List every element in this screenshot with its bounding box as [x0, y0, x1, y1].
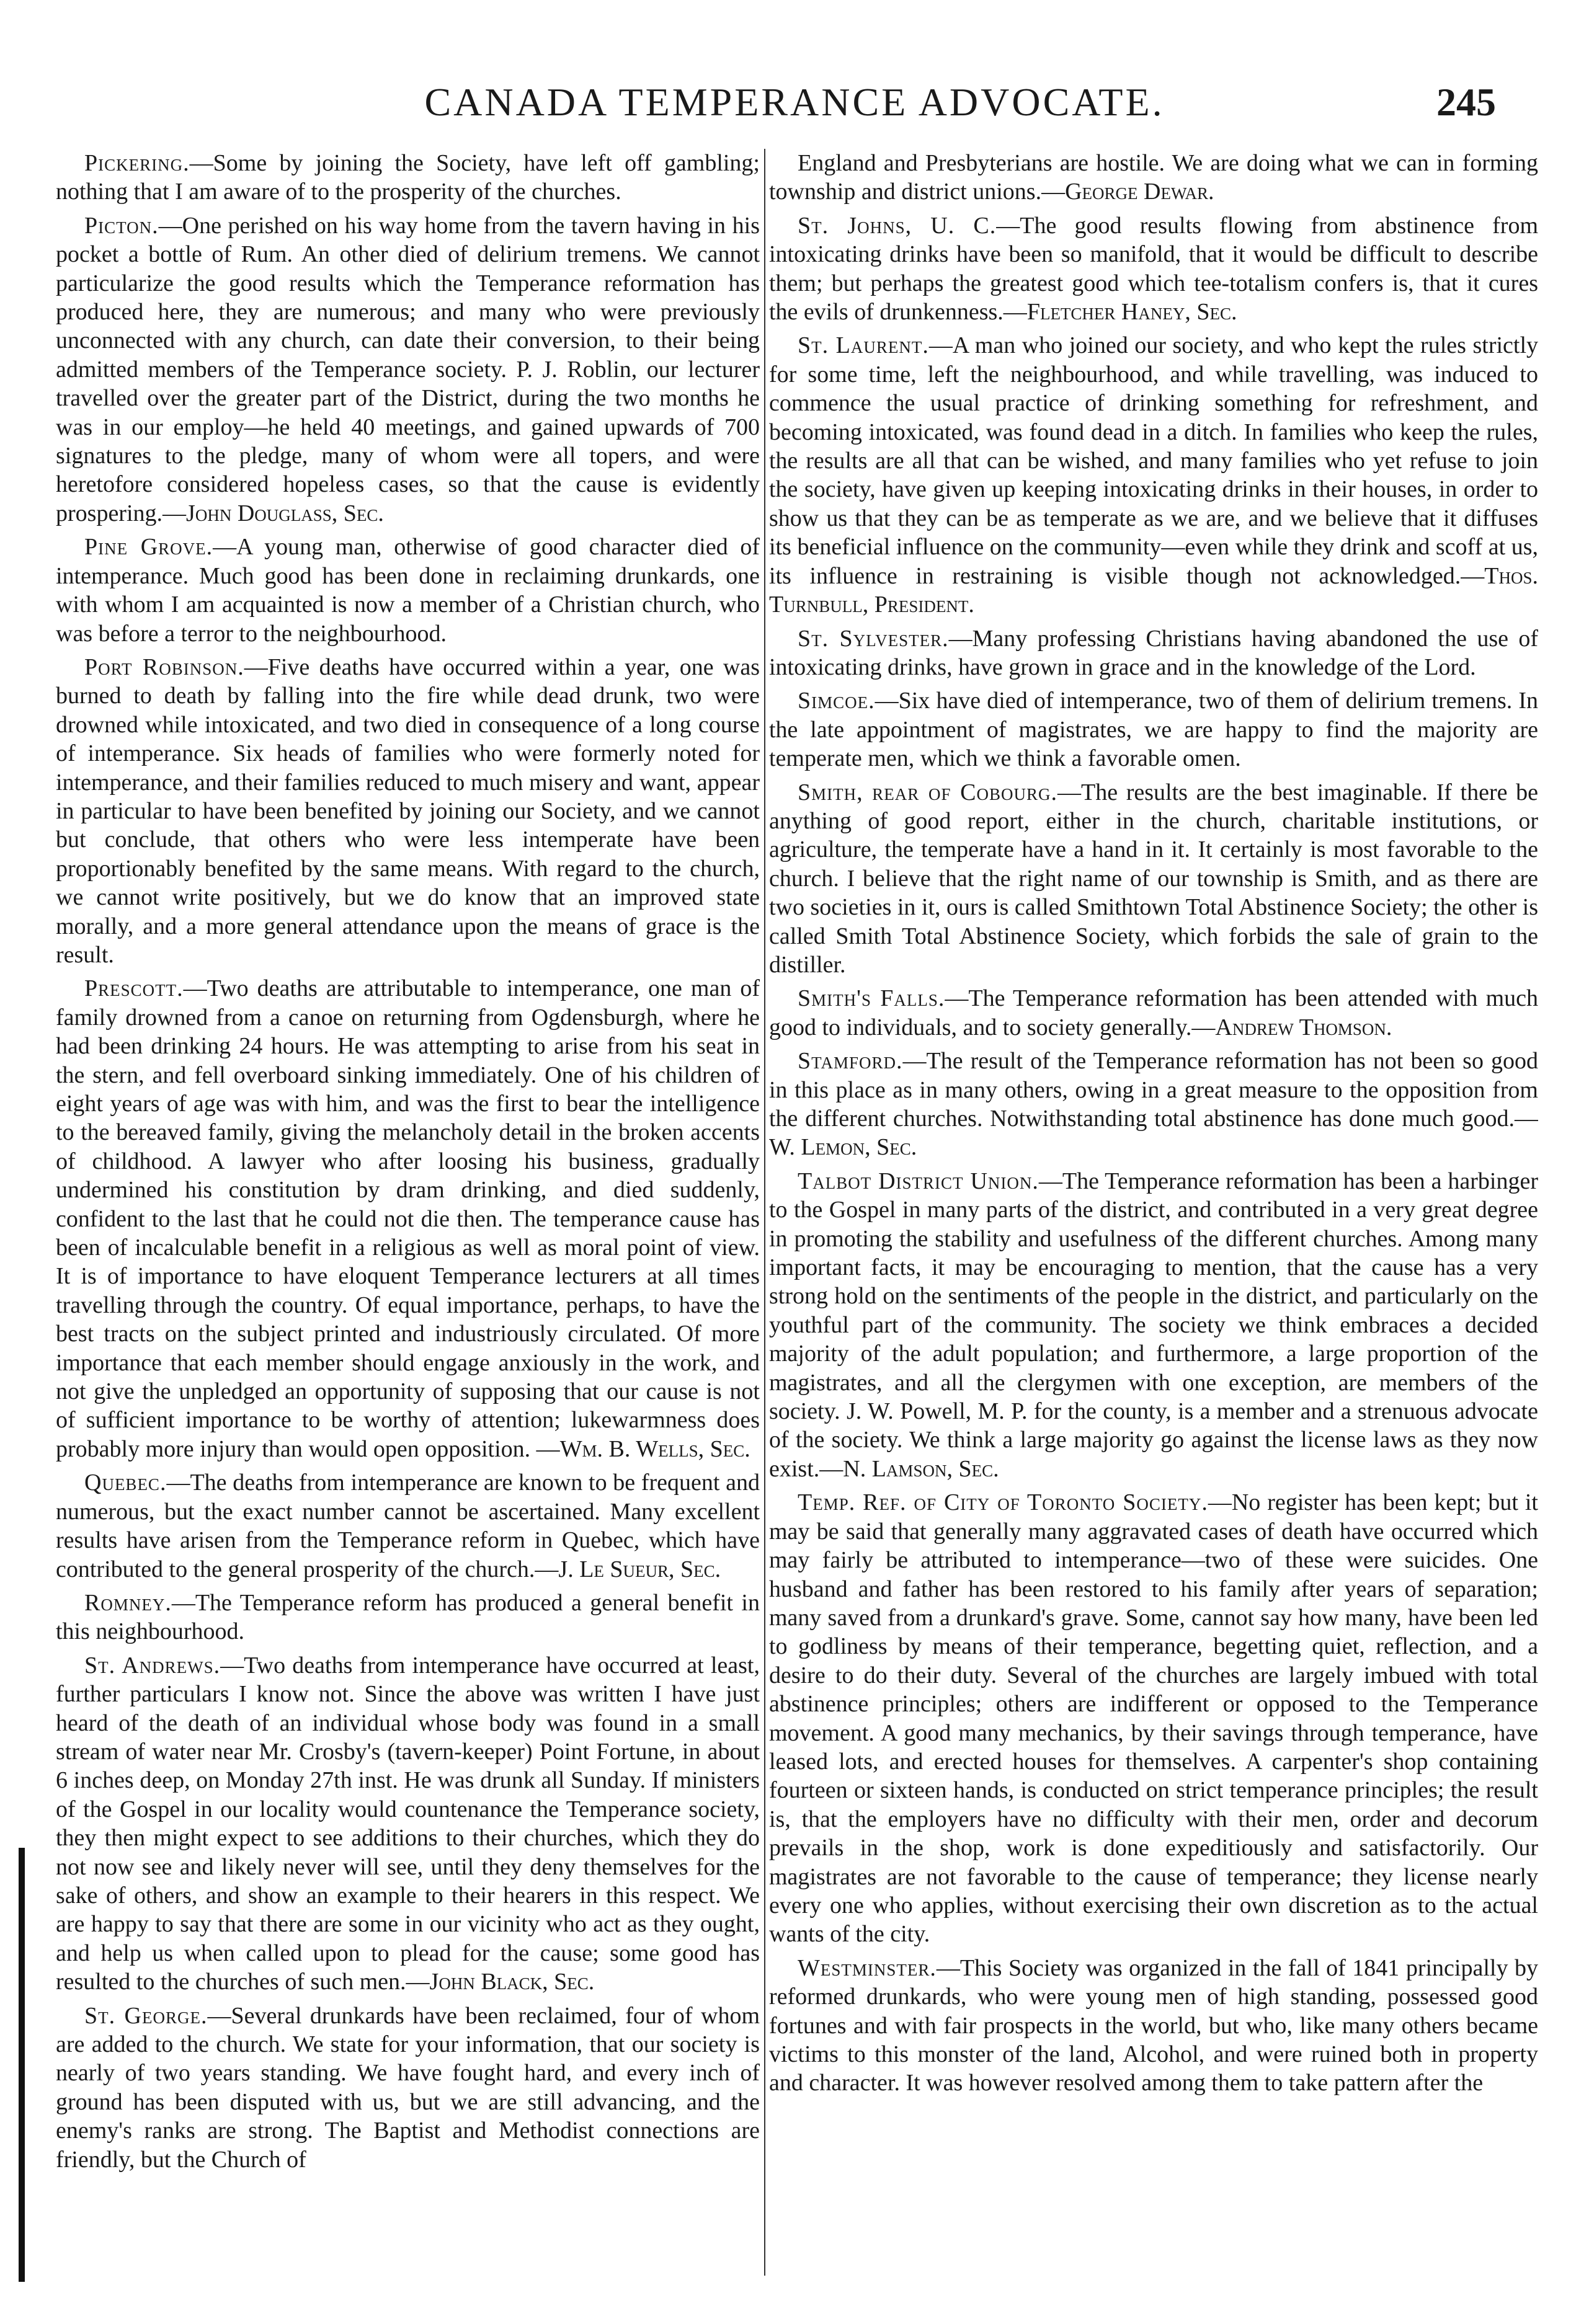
report-paragraph — [56, 211, 760, 528]
report-paragraph — [769, 624, 1538, 682]
place-name: Westminster. — [798, 1954, 937, 1981]
report-text: —The Temperance reformation has been a harbinger to the Gospel in many parts of the district, and contributed in a very great degree in promoting the stability and usefulness of the different churches. Among many important facts, it may be encouraging to mention, that the cause has a very strong hold on the sentiments of the people in the district, and particularly on the youthful part of the community. The society we think embraces a decided majority of the adult population; and furthermore, a large proportion of the magistrates, and all the clergymen with one exception, are members of the society. J. W. Powell, M. P. for the county, is a member and a strenuous advocate of the society. We think a large majority go against the license laws as they now exist.— — [769, 1168, 1538, 1482]
report-text: —Many professing Christians having abandoned the use of intoxicating drinks, have grown in grace and in the knowledge of the Lord. — [769, 625, 1538, 680]
place-name: Talbot District Union. — [798, 1168, 1039, 1194]
report-paragraph — [56, 1589, 760, 1646]
signature: Wm. B. Wells, Sec. — [559, 1435, 750, 1462]
page-number: 245 — [1436, 80, 1496, 124]
report-paragraph — [56, 1468, 760, 1584]
column-divider — [764, 149, 765, 2276]
report-text: —Two deaths from intemperance have occurred at least, further particulars I know not. Since the above was written I have just heard of the death of an individual whose body was found in a small stream of water near Mr. Crosby's (tavern-keeper) Point Fortune, in about 6 inches deep, on Monday 27th inst. He was drunk all Sunday. If ministers of the Gospel in our locality would countenance the Temperance society, they then might expect to see additions to their churches, which they do not now see and likely never will see, until they deny themselves for the sake of others, and show an example to their hearers in this respect. We are happy to say that there are some in our vicinity who act as they ought, and help us when called upon to plead for the cause; some good has resulted to the churches of such men.— — [56, 1652, 760, 1995]
place-name: Simcoe. — [798, 688, 875, 714]
report-paragraph — [769, 984, 1538, 1042]
signature: J. Le Sueur, Sec. — [558, 1556, 721, 1582]
report-text: —Several drunkards have been reclaimed, four of whom are added to the church. We state for your information, that our society is nearly of two years standing. We have fought hard, and every inch of ground has been disputed with us, but we are still advancing, and the enemy's ranks are strong. The Baptist and Methodist connections are friendly, but the Church of — [56, 2002, 760, 2173]
report-text: England and Presbyterians are hostile. We are doing what we can in forming township and district unions.— — [769, 150, 1538, 205]
place-name: St. Andrews. — [84, 1652, 221, 1679]
report-paragraph — [56, 2002, 760, 2174]
signature: N. Lamson, Sec. — [843, 1455, 999, 1482]
signature: John Black, Sec. — [429, 1969, 595, 1995]
binding-edge-mark — [19, 1848, 25, 2282]
report-text: —A young man, otherwise of good character died of intemperance. Much good has been done in reclaiming drunkards, one with whom I am acquainted is now a member of a Christian church, who was before a terror to the neighbourhood. — [56, 534, 760, 647]
report-text: —Two deaths are attributable to intemperance, one man of family drowned from a canoe on returning from Ogdensburgh, where he had been drinking 24 hours. He was attempting to arise from his seat in the stern, and fell overboard sinking immediately. One of his children of eight years of age was with him, and was the first to bear the intelligence to the bereaved family, giving the melancholy detail in the broken accents of childhood. A lawyer who after loosing his business, gradually undermined his constitution by dram drinking, and died suddenly, confident to the last that he could not die then. The temperance cause has been of incalculable benefit in a religious as well as moral point of view. It is of importance to have eloquent Temperance lecturers at all times travelling through the country. Of equal importance, perhaps, to have the best tracts on the subject printed and industriously circulated. Of more importance that each member should engage anxiously in the work, and not give the unpledged an opportunity of supposing that our cause is not of sufficient importance to be worthy of attention; lukewarmness does probably more injury than would open opposition. — — [56, 975, 760, 1462]
report-paragraph — [769, 211, 1538, 327]
signature: W. Lemon, Sec. — [769, 1134, 917, 1161]
place-name: Temp. Ref. of City of Toronto Society. — [798, 1489, 1208, 1516]
report-text: —The Temperance reformation has been attended with much good to individuals, and to society generally.— — [769, 985, 1538, 1040]
report-paragraph — [769, 1167, 1538, 1483]
report-text: —Five deaths have occurred within a year, one was burned to death by falling into the fire while dead drunk, two were drowned while intoxicated, and two died in consequence of a long course of intemperance. Six heads of families who were formerly noted for intemperance, and their families reduced to much misery and want, appear in particular to have been benefited by joining our Society, and we cannot but conclude, that others who were less intemperate have been proportionably benefited by the same means. With regard to the church, we cannot write positively, but we do know that an improved state morally, and a more general attendance upon the means of grace is the result. — [56, 654, 760, 968]
report-paragraph — [56, 974, 760, 1463]
place-name: Smith's Falls. — [798, 985, 945, 1012]
place-name: St. Laurent. — [798, 332, 929, 359]
report-paragraph — [769, 778, 1538, 980]
place-name: Quebec. — [84, 1470, 167, 1496]
report-paragraph — [769, 1488, 1538, 1949]
place-name: Prescott. — [84, 975, 184, 1002]
signature: John Douglass, Sec. — [186, 500, 384, 526]
place-name: Smith, rear of Cobourg. — [798, 779, 1057, 805]
report-paragraph — [56, 533, 760, 648]
signature: Fletcher Haney, Sec. — [1026, 299, 1237, 326]
right-column — [769, 149, 1538, 2282]
report-paragraph — [769, 1954, 1538, 2098]
place-name: Stamford. — [798, 1048, 903, 1075]
report-text: —This Society was organized in the fall of 1841 principally by reformed drunkards, who were young men of high standing, possessed good fortunes and with fair prospects in the world, but who, like many others became victims to this monster of the land, Alcohol, and were ruined both in property and character. It was however resolved among them to take pattern after the — [769, 1954, 1538, 2096]
report-text: —A man who joined our society, and who kept the rules strictly for some time, left the neighbourhood, and while travelling, was induced to commence the usual practice of drinking something for refreshment, and becoming intoxicated, was found dead in a ditch. In families who keep the rules, the results are all that can be wished, and many families who yet refuse to join the society, have given up keeping intoxicating drinks in their houses, in order to show us that they can be as temperate as we are, and we believe that it diffuses its beneficial influence on the community—even while they drink and scoff at us, its influence in restraining is visible though not acknowledged.— — [769, 332, 1538, 589]
report-paragraph — [769, 686, 1538, 773]
left-column — [56, 149, 760, 2282]
report-text: —Six have died of intemperance, two of them of delirium tremens. In the late appointment of magistrates, we are happy to find the majority are temperate men, which we think a favorable omen. — [769, 688, 1538, 772]
place-name: St. Johns, U. C. — [798, 212, 997, 239]
page-title: CANADA TEMPERANCE ADVOCATE. — [424, 80, 1165, 124]
report-text: —The results are the best imaginable. If there be anything of good report, either in the church, charitable institutions, or agriculture, the temperate have a hand in it. It certainly is most favorable to the church. I believe that the right name of our township is Smith, and as there are two societies in it, ours is called Smithtown Total Abstinence Society; the other is called Smith Total Abstinence Society, which forbids the sale of grain to the distiller. — [769, 779, 1538, 978]
report-paragraph — [56, 653, 760, 969]
report-text: —One perished on his way home from the tavern having in his pocket a bottle of Rum. An other died of delirium tremens. We cannot particularize the good results which the Temperance reformation has produced here, they are numerous; and many who were previously unconnected with any church, can date their conversion, to their being admitted members of the Temperance society. P. J. Roblin, our lecturer travelled over the greater part of the District, during the two months he was in our employ—he held 40 meetings, and gained upwards of 700 signatures to the pledge, many of whom were all topers, and were heretofore considered hopeless cases, so that the cause is evidently prospering.— — [56, 212, 760, 526]
place-name: Romney. — [84, 1589, 172, 1616]
report-text: —No register has been kept; but it may be said that generally many aggravated cases of death have occurred which may fairly be attributed to intemperance—two of these were suicides. One husband and father has been restored to his family after years of separation; many saved from a drunkard's grave. Some, cannot say how many, have been led to godliness by means of their temperance, begetting quiet, reflection, and a desire to do their duty. Several of the churches are largely imbued with total abstinence principles; others are indifferent or opposed to the Temperance movement. A good many mechanics, by their savings through temperance, have leased lots, and erected houses for themselves. A carpenter's shop containing fourteen or sixteen hands, is conducted on strict temperance principles; the result is, that the employers have no difficulty with their men, order and decorum prevails in the shop, work is done expeditiously and satisfactorily. Our magistrates are not favorable to the cause of temperance; they license nearly every one who applies, without exercising their own discretion as to the actual wants of the city. — [769, 1489, 1538, 1948]
place-name: St. George. — [84, 2002, 208, 2029]
report-paragraph — [769, 331, 1538, 619]
place-name: Pickering. — [84, 150, 190, 176]
report-paragraph — [769, 149, 1538, 206]
place-name: St. Sylvester. — [798, 625, 949, 652]
report-text: —The result of the Temperance reformation has not been so good in this place as in many others, owing in a great measure to the opposition from the different churches. Notwithstanding total abstinence has done much good.— — [769, 1048, 1538, 1132]
place-name: Port Robinson. — [84, 654, 244, 680]
signature: Thos. Turnbull, President. — [769, 562, 1538, 618]
page-header — [37, 79, 1552, 135]
report-text: —Some by joining the Society, have left off gambling; nothing that I am aware of to the prosperity of the churches. — [56, 150, 760, 205]
place-name: Picton. — [84, 212, 159, 239]
signature: Andrew Thomson. — [1215, 1014, 1392, 1040]
place-name: Pine Grove. — [84, 534, 213, 561]
report-text: —The good results flowing from abstinence from intoxicating drinks have been so manifold, that it would be difficult to describe them; but perhaps the greatest good which tee-totalism confers is, that it cures the evils of drunkenness.— — [769, 212, 1538, 326]
report-paragraph — [56, 149, 760, 206]
report-paragraph — [769, 1047, 1538, 1162]
signature: George Dewar. — [1065, 179, 1214, 205]
report-paragraph — [56, 1651, 760, 1997]
report-text: —The deaths from intemperance are known to be frequent and numerous, but the exact number cannot be ascertained. Many excellent results have arisen from the Temperance reform in Quebec, which have contributed to the general prosperity of the church.— — [56, 1470, 760, 1582]
report-text: —The Temperance reform has produced a general benefit in this neighbourhood. — [56, 1589, 760, 1645]
